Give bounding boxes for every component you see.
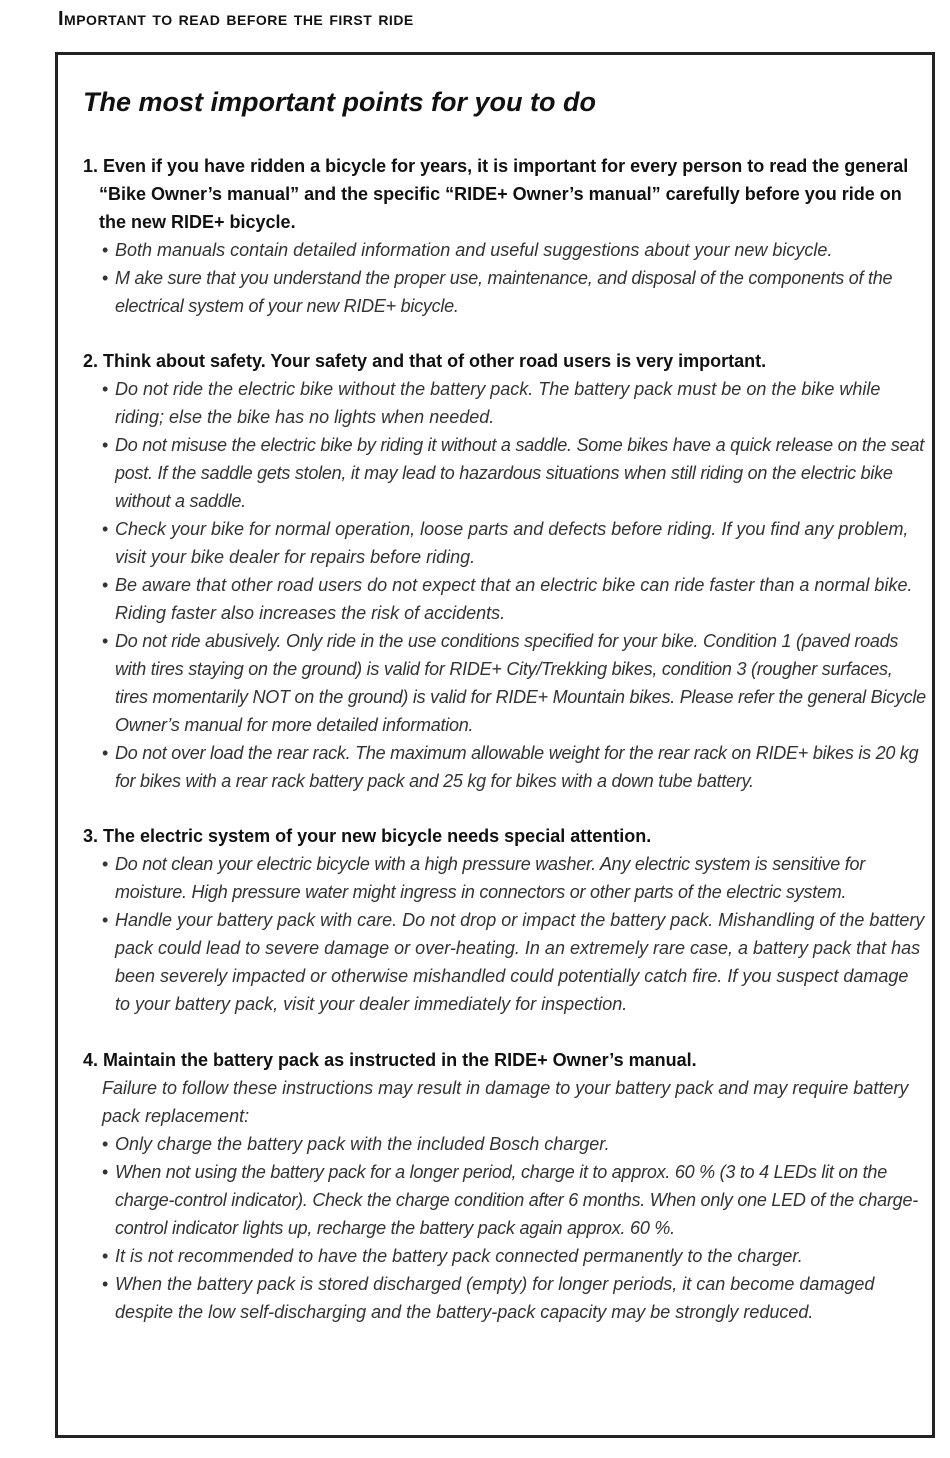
bullet-item: • Both manuals contain detailed information and useful suggestions about your new bicycle.: [102, 236, 928, 264]
bullet-item: • Do not ride the electric bike without the battery pack. The battery pack must be on the bike while riding; else the bike has no lights when needed.: [102, 375, 928, 431]
bullet-item: • Be aware that other road users do not expect that an electric bike can ride faster than a normal bike. Riding faster also increases the risk of accidents.: [102, 571, 928, 627]
bullet-list: [83, 236, 928, 320]
box-title: The most important points for you to do: [83, 87, 596, 117]
section-4: [83, 1046, 928, 1326]
bullet-list: [83, 1130, 928, 1326]
bullet-item: • Do not over load the rear rack. The maximum allowable weight for the rear rack on RIDE+ bikes is 20 kg for bikes with a rear rack battery pack and 25 kg for bikes with a down tube battery.: [102, 739, 928, 795]
bullet-item: • Handle your battery pack with care. Do not drop or impact the battery pack. Mishandling of the battery pack could lead to severe damage or over-heating. In an extremely rare case, a battery pack that has been severely impacted or otherwise mishandled could potentially catch fire. If you suspect damage to your battery pack, visit your dealer immediately for inspection.: [102, 906, 928, 1018]
bullet-item: • Do not ride abusively. Only ride in the use conditions specified for your bike. Condition 1 (paved roads with tires staying on the ground) is valid for RIDE+ City/Trekking bikes, condition 3 (rougher surfaces, tires momentarily NOT on the ground) is valid for RIDE+ Mountain bikes. Please refer the general Bicycle Owner’s manual for more detailed information.: [102, 627, 928, 739]
bullet-item: • Do not misuse the electric bike by riding it without a saddle. Some bikes have a quick release on the seat post. If the saddle gets stolen, it may lead to hazardous situations when still riding on the electric bike without a saddle.: [102, 431, 928, 515]
section-heading: 4. Maintain the battery pack as instructed in the RIDE+ Owner’s manual.: [83, 1050, 697, 1070]
section-3: [83, 822, 928, 1018]
bullet-item: • It is not recommended to have the battery pack connected permanently to the charger.: [102, 1242, 928, 1270]
section-heading: 1. Even if you have ridden a bicycle for years, it is important for every person to read the general “Bike Owner’s manual” and the specific “RIDE+ Owner’s manual” carefully before you ride on the new RIDE+ bicycle.: [83, 156, 909, 232]
bullet-item: • When the battery pack is stored discharged (empty) for longer periods, it can become damaged despite the low self-discharging and the battery-pack capacity may be strongly reduced.: [102, 1270, 928, 1326]
section-intro: Failure to follow these instructions may result in damage to your battery pack and may require battery pack replacement:: [102, 1078, 909, 1126]
bullet-list: [83, 850, 928, 1018]
section-heading: 3. The electric system of your new bicycle needs special attention.: [83, 826, 652, 846]
bullet-item: • Only charge the battery pack with the included Bosch charger.: [102, 1130, 928, 1158]
section-1: [83, 152, 928, 320]
bullet-list: [83, 375, 928, 795]
bullet-item: • Check your bike for normal operation, loose parts and defects before riding. If you find any problem, visit your bike dealer for repairs before riding.: [102, 515, 928, 571]
section-heading: 2. Think about safety. Your safety and that of other road users is very important.: [83, 351, 767, 371]
page-heading: Important to read before the first ride: [58, 8, 414, 30]
important-points-box: [55, 52, 935, 1438]
bullet-item: • Do not clean your electric bicycle with a high pressure washer. Any electric system is sensitive for moisture. High pressure water might ingress in connectors or other parts of the electric system.: [102, 850, 928, 906]
bullet-item: • M ake sure that you understand the proper use, maintenance, and disposal of the components of the electrical system of your new RIDE+ bicycle.: [102, 264, 928, 320]
section-2: [83, 347, 928, 795]
bullet-item: • When not using the battery pack for a longer period, charge it to approx. 60 % (3 to 4 LEDs lit on the charge-control indicator). Check the charge condition after 6 months. When only one LED of the charge-control indicator lights up, recharge the battery pack again approx. 60 %.: [102, 1158, 928, 1242]
